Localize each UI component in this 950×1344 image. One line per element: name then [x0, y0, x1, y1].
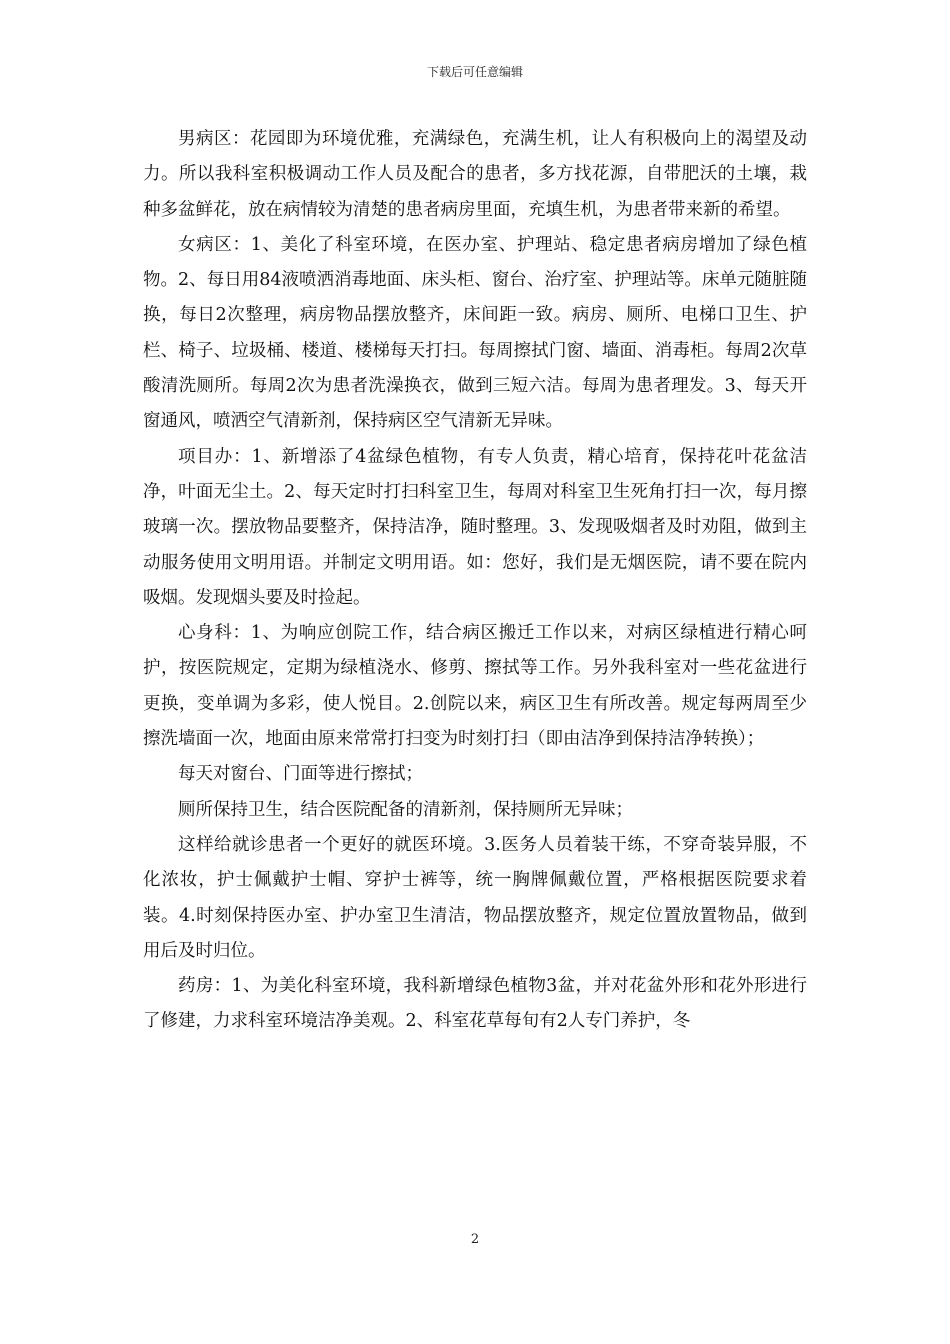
- page-number: 2: [470, 1232, 480, 1247]
- paragraph-toilet-hygiene: 厕所保持卫生，结合医院配备的清新剂，保持厕所无异味；: [178, 799, 633, 820]
- paragraph-female-ward: 女病区：1、美化了科室环境，在医办室、护理站、稳定患者病房增加了绿色植物。2、每日用84液喷洒消毒地面、床头柜、窗台、治疗室、护理站等。床单元随脏随换，每日2次整理，病房物品摆放整齐，床间距一致。病房、厕所、电梯口卫生、护栏、椅子、垃圾桶、楼道、楼梯每天打扫。每周擦拭门窗、墙面、消毒柜。每周2次草酸清洗厕所。每周2次为患者洗澡换衣，做到三短六洁。每周为患者理发。3、每天开窗通风，喷洒空气清新剂，保持病区空气清新无异味。: [143, 234, 807, 432]
- paragraph-psychosomatic-dept: 心身科：1、为响应创院工作，结合病区搬迁工作以来，对病区绿植进行精心呵护，按医院规定，定期为绿植浇水、修剪、擦拭等工作。另外我科室对一些花盆进行更换，变单调为多彩，使人悦目。2.创院以来，病区卫生有所改善。规定每两周至少擦洗墙面一次，地面由原来常常打扫变为时刻打扫（即由洁净到保持洁净转换）；: [143, 623, 807, 750]
- paragraph-pharmacy: 药房：1、为美化科室环境，我科新增绿色植物3盆，并对花盆外形和花外形进行了修建，力求科室环境洁净美观。2、科室花草每旬有2人专门养护，冬: [143, 976, 807, 1032]
- paragraph-project-office: 项目办：1、新增添了4盆绿色植物，有专人负责，精心培育，保持花叶花盆洁净，叶面无尘土。2、每天定时打扫科室卫生，每周对科室卫生死角打扫一次，每月擦玻璃一次。摆放物品要整齐，保持洁净，随时整理。3、发现吸烟者及时劝阻，做到主动服务使用文明用语。并制定文明用语。如：您好，我们是无烟医院，请不要在院内吸烟。发现烟头要及时捡起。: [143, 446, 807, 608]
- paragraph-medical-environment: 这样给就诊患者一个更好的就医环境。3.医务人员着装干练，不穿奇装异服，不化浓妆，护士佩戴护士帽、穿护士裤等，统一胸牌佩戴位置，严格根据医院要求着装。4.时刻保持医办室、护办室卫生清洁，物品摆放整齐，规定位置放置物品，做到用后及时归位。: [143, 834, 807, 961]
- document-body: [143, 122, 807, 1040]
- paragraph-male-ward: 男病区：花园即为环境优雅，充满绿色，充满生机，让人有积极向上的渴望及动力。所以我科室积极调动工作人员及配合的患者，多方找花源，自带肥沃的土壤，栽种多盆鲜花，放在病情较为清楚的患者病房里面，充填生机，为患者带来新的希望。: [143, 129, 807, 220]
- page-header: 下载后可任意编辑: [426, 65, 523, 79]
- paragraph-window-cleaning: 每天对窗台、门面等进行擦拭；: [178, 764, 423, 785]
